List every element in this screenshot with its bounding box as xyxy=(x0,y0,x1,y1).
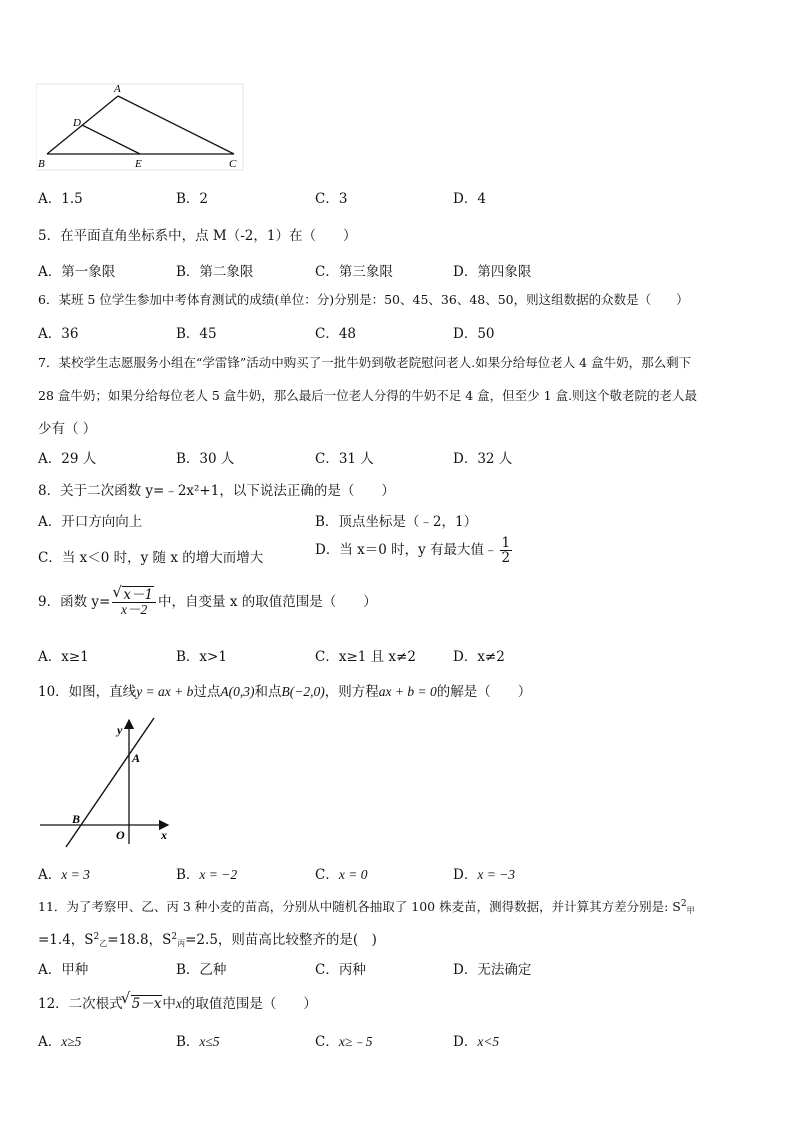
label-x: x xyxy=(161,828,167,842)
q7-option-c: C．31 人 xyxy=(315,451,374,467)
label-a: A xyxy=(132,751,141,765)
label-a: A xyxy=(114,83,121,95)
q5-option-d: D．第四象限 xyxy=(453,264,532,280)
q7-stem-line3: 少有（ ） xyxy=(38,421,97,437)
q9-stem: 9．函数 y= √ x－1 x－2 中，自变量 x 的取值范围是（ ） xyxy=(38,583,377,618)
q6-option-b: B．45 xyxy=(176,326,217,342)
line-graph-figure xyxy=(36,712,180,852)
segment-de xyxy=(82,125,140,154)
q10-option-d: D．x = −3 xyxy=(453,867,516,883)
q9-fraction: √ x－1 x－2 xyxy=(112,588,156,617)
q12-stem: 12．二次根式 √ 5－x中x的取值范围是（ ） xyxy=(38,989,317,1012)
q8-option-a: A．开口方向向上 xyxy=(38,514,143,530)
label-y: y xyxy=(117,723,123,737)
q7-option-d: D．32 人 xyxy=(453,451,513,467)
q4-option-b: B．2 xyxy=(176,191,209,207)
q10-option-a: A．x = 3 xyxy=(38,867,90,883)
q8-option-c: C．当 x＜0 时，y 随 x 的增大而增大 xyxy=(38,550,264,566)
q8-option-b: B．顶点坐标是（﹣2，1） xyxy=(315,514,478,530)
q12-option-a: A．x≥5 xyxy=(38,1034,82,1050)
q6-option-a: A．36 xyxy=(38,326,79,342)
label-e: E xyxy=(135,158,142,170)
q10-stem: 10．如图，直线y = ax + b过点A(0,3)和点B(−2,0)，则方程ax + b = 0的解是（ ） xyxy=(38,684,532,700)
q7-stem-line2: 28 盒牛奶；如果分给每位老人 5 盒牛奶，那么最后一位老人分得的牛奶不足 4 盒，但至少 1 盒.则这个敬老院的老人最 xyxy=(38,388,698,403)
q5-option-a: A．第一象限 xyxy=(38,264,116,280)
q11-stem-line2: =1.4，$S^2_乙=18.8$，$S^2_丙=2.5$，则苗高比较整齐的是( ) xyxy=(38,932,377,948)
q5-stem: 5．在平面直角坐标系中，点 M（-2，1）在（ ） xyxy=(38,228,357,244)
q9-option-c: C．x≥1 且 x≠2 xyxy=(315,649,416,665)
q4-option-d: D．4 xyxy=(453,191,486,207)
q9-option-a: A．x≥1 xyxy=(38,649,89,665)
q6-option-c: C．48 xyxy=(315,326,357,342)
q7-option-b: B．30 人 xyxy=(176,451,235,467)
label-b: B xyxy=(38,158,45,170)
q10-option-c: C．x = 0 xyxy=(315,867,368,883)
q11-option-d: D．无法确定 xyxy=(453,962,532,978)
q12-radical: √ 5－x xyxy=(120,989,162,1012)
line-ab xyxy=(66,718,154,847)
q9-option-b: B．x>1 xyxy=(176,649,227,665)
q11-option-b: B．乙种 xyxy=(176,962,227,978)
q4-option-c: C．3 xyxy=(315,191,348,207)
q8-stem: 8．关于二次函数 y=﹣2x²+1，以下说法正确的是（ ） xyxy=(38,483,395,499)
q11-stem-line1: 11．为了考察甲、乙、丙 3 种小麦的苗高，分别从中随机各抽取了 100 株麦苗，测得数据，并计算其方差分别是: $S^2_甲$ xyxy=(38,899,695,915)
q12-option-c: C．x≥﹣5 xyxy=(315,1034,373,1050)
q10-option-b: B．x = −2 xyxy=(176,867,238,883)
q5-option-b: B．第二象限 xyxy=(176,264,254,280)
q7-option-a: A．29 人 xyxy=(38,451,97,467)
label-o: O xyxy=(116,828,125,842)
label-d: D xyxy=(73,117,81,129)
q6-option-d: D．50 xyxy=(453,326,495,342)
q7-stem-line1: 7．某校学生志愿服务小组在“学雷锋”活动中购买了一批牛奶到敬老院慰问老人.如果分给每位老人 4 盒牛奶，那么剩下 xyxy=(38,355,692,370)
q5-option-c: C．第三象限 xyxy=(315,264,393,280)
q6-stem: 6．某班 5 位学生参加中考体育测试的成绩(单位：分)分别是：50、45、36、48、50，则这组数据的众数是（ ） xyxy=(38,292,689,307)
q8-option-d-text: D．当 x＝0 时，y 有最大值﹣ xyxy=(315,542,498,559)
q8-option-d xyxy=(315,536,514,565)
q4-option-a: A．1.5 xyxy=(38,191,83,207)
q12-option-d: D．x<5 xyxy=(453,1034,500,1050)
triangle-figure xyxy=(36,80,246,172)
q11-option-c: C．丙种 xyxy=(315,962,366,978)
q12-option-b: B．x≤5 xyxy=(176,1034,220,1050)
q11-option-a: A．甲种 xyxy=(38,962,89,978)
q8-option-d-fraction: $\frac{1}{2}$ xyxy=(501,535,511,567)
label-b: B xyxy=(72,812,81,826)
q9-option-d: D．x≠2 xyxy=(453,649,505,665)
segment-ac xyxy=(118,96,234,154)
label-c: C xyxy=(229,158,237,170)
